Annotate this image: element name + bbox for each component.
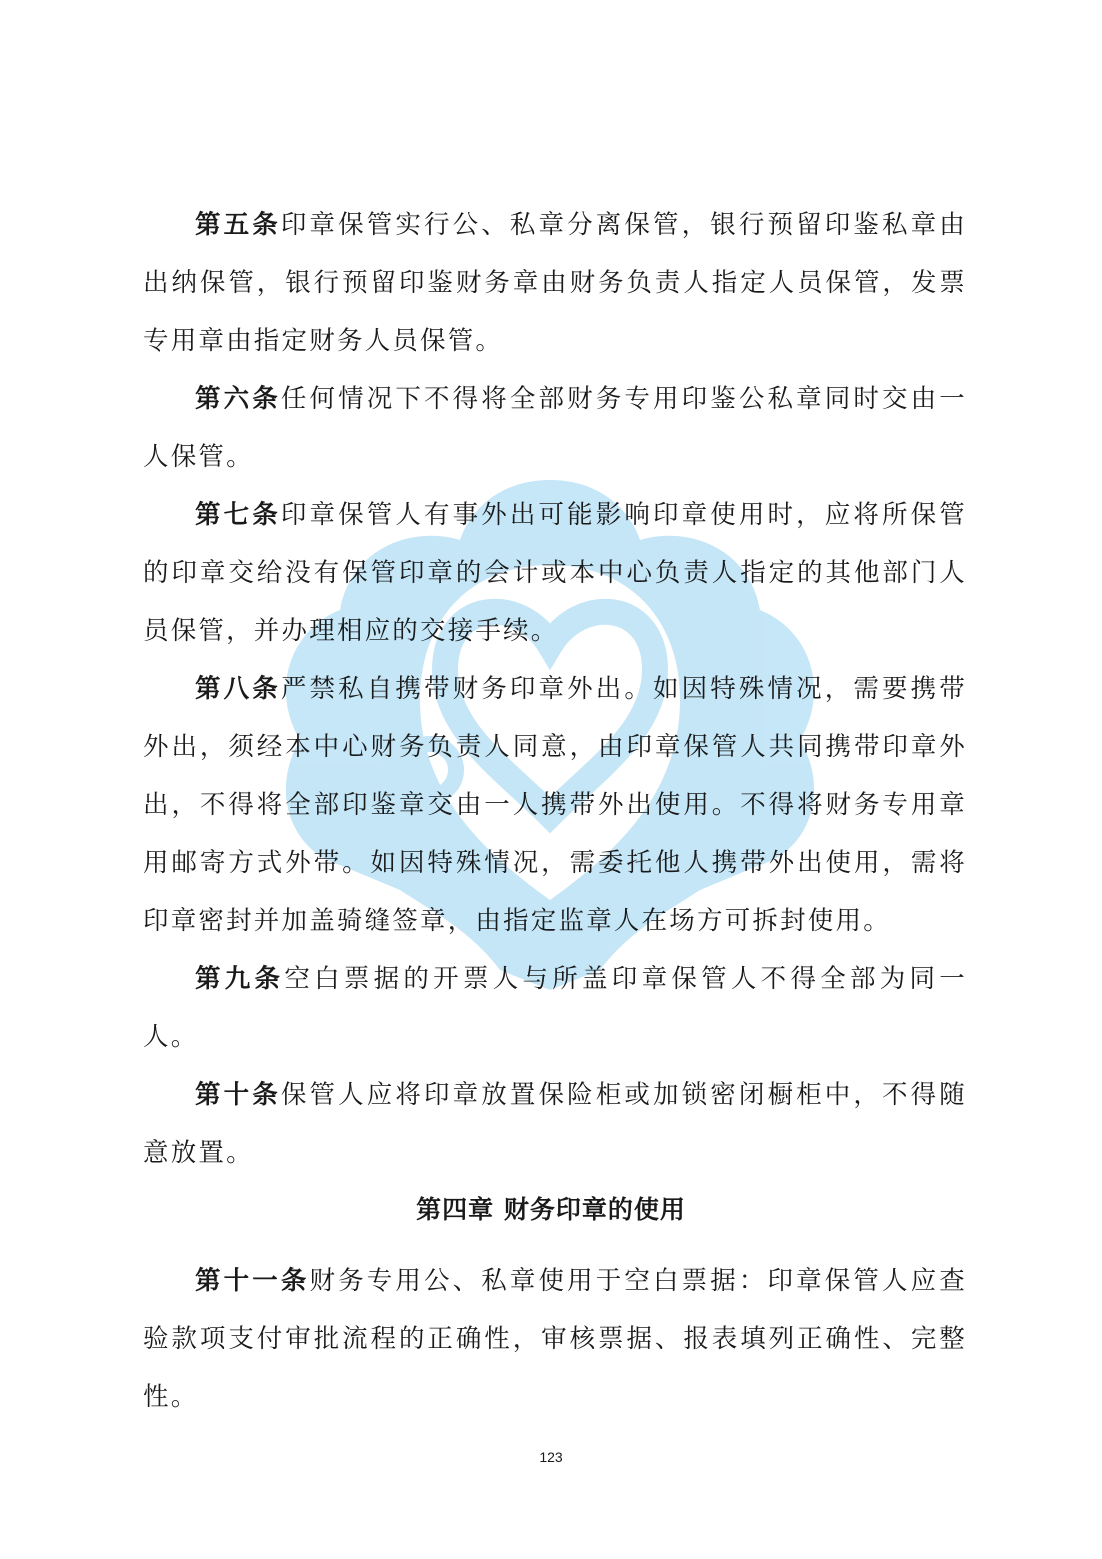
article-6 xyxy=(143,370,967,486)
article-text: 财务专用公、私章使用于空白票据：印章保管人应查验款项支付审批流程的正确性，审核票据、报表填列正确性、完整性。 xyxy=(143,1266,967,1412)
article-title: 第九条 xyxy=(195,964,285,994)
article-11 xyxy=(143,1252,967,1426)
document-body xyxy=(143,196,967,1182)
article-7 xyxy=(143,486,967,660)
article-text: 保管人应将印章放置保险柜或加锁密闭橱柜中，不得随意放置。 xyxy=(143,1080,967,1168)
article-text: 严禁私自携带财务印章外出。如因特殊情况，需要携带外出，须经本中心财务负责人同意，由印章保管人共同携带印章外出，不得将全部印鉴章交由一人携带外出使用。不得将财务专用章用邮寄方式外带。如因特殊情况，需委托他人携带外出使用，需将印章密封并加盖骑缝签章，由指定监章人在场方可拆封使用。 xyxy=(143,674,967,936)
article-title: 第七条 xyxy=(195,500,281,530)
article-title: 第六条 xyxy=(195,384,281,414)
article-text: 印章保管实行公、私章分离保管，银行预留印鉴私章由出纳保管，银行预留印鉴财务章由财务负责人指定人员保管，发票专用章由指定财务人员保管。 xyxy=(143,210,967,356)
page-number: 123 xyxy=(539,1449,563,1465)
chapter-heading: 第四章 财务印章的使用 xyxy=(416,1195,686,1224)
article-9 xyxy=(143,950,967,1066)
article-text: 印章保管人有事外出可能影响印章使用时，应将所保管的印章交给没有保管印章的会计或本中心负责人指定的其他部门人员保管，并办理相应的交接手续。 xyxy=(143,500,967,646)
article-text: 空白票据的开票人与所盖印章保管人不得全部为同一人。 xyxy=(143,964,967,1052)
article-title: 第八条 xyxy=(195,674,281,704)
document-body-continued xyxy=(143,1252,967,1426)
article-title: 第五条 xyxy=(195,210,281,240)
article-10 xyxy=(143,1066,967,1182)
article-title: 第十条 xyxy=(195,1080,281,1110)
article-text: 任何情况下不得将全部财务专用印鉴公私章同时交由一人保管。 xyxy=(143,384,967,472)
article-5 xyxy=(143,196,967,370)
article-title: 第十一条 xyxy=(195,1266,310,1296)
article-8 xyxy=(143,660,967,950)
